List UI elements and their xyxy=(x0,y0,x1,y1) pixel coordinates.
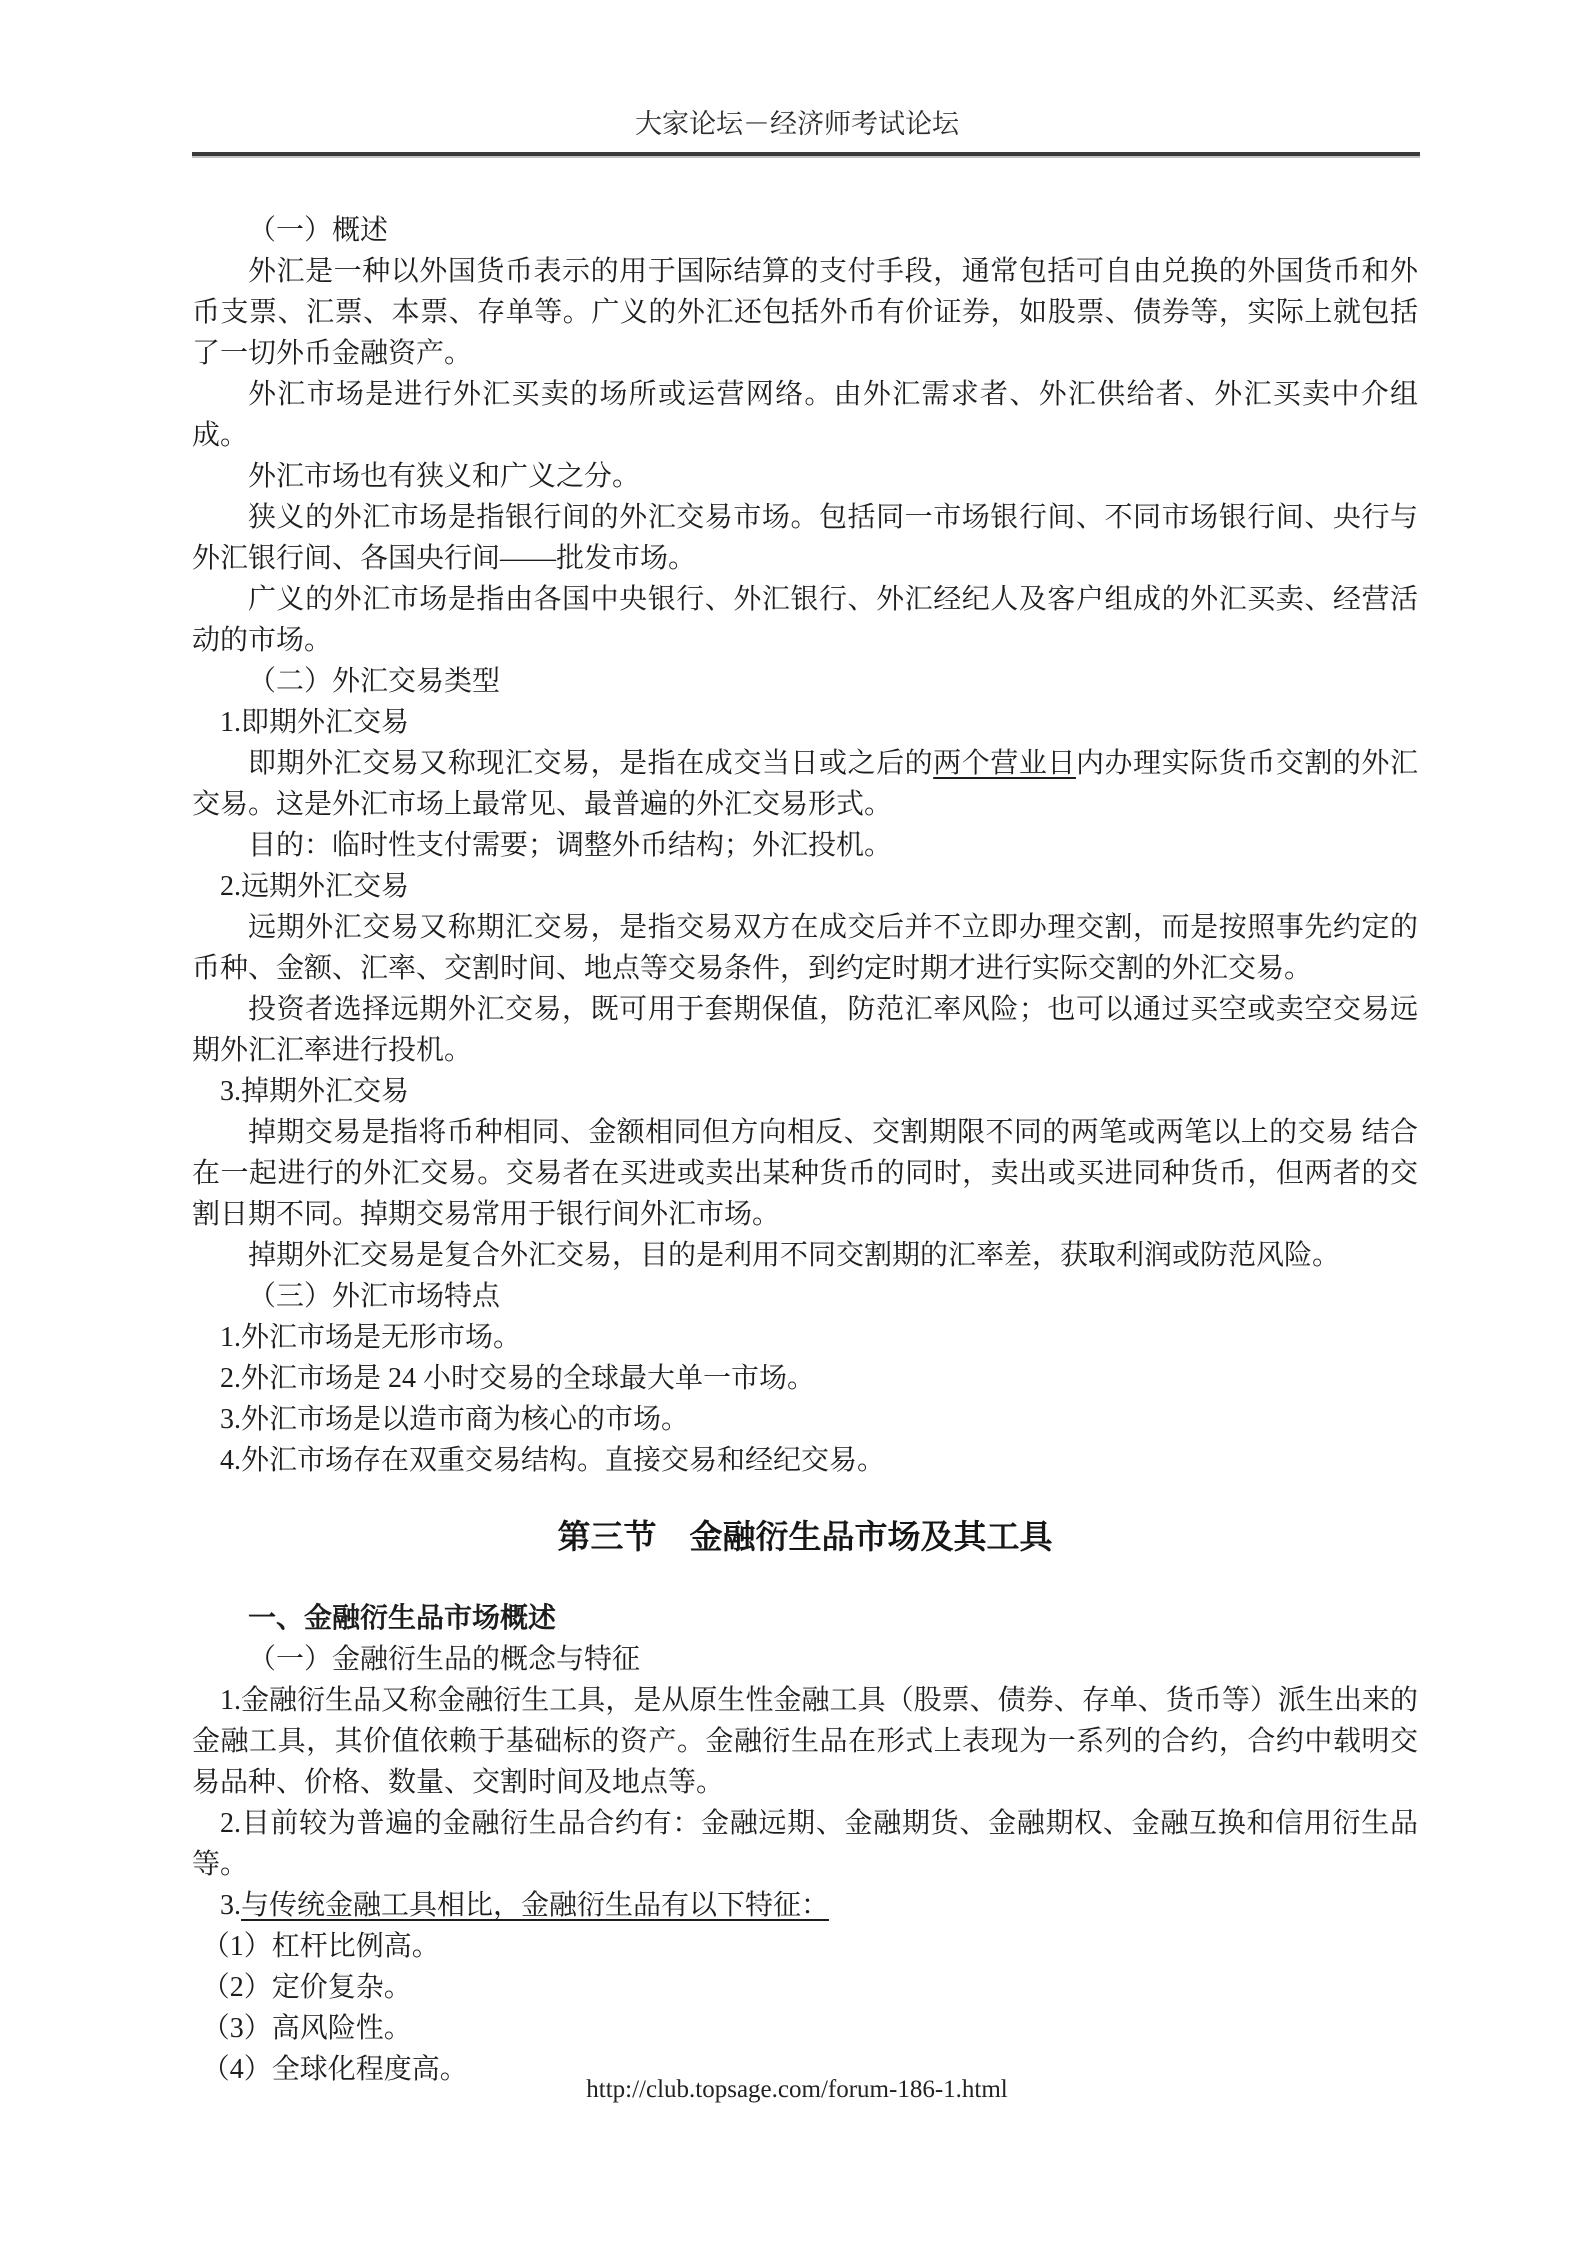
paragraph: 远期外汇交易又称期汇交易，是指交易双方在成交后并不立即办理交割，而是按照事先约定的币种、金额、汇率、交割时间、地点等交易条件，到约定时期才进行实际交割的外汇交易。 xyxy=(192,912,1418,984)
subsection-heading: （一）金融衍生品的概念与特征 xyxy=(248,1644,641,1675)
text-segment: 内办理实际货币交割的外汇交易。这是外汇市场上最常见、最普遍的外汇交易形式。 xyxy=(192,748,1418,820)
paragraph xyxy=(192,743,1418,825)
numbered-heading: 3.掉期外汇交易 xyxy=(220,1076,410,1107)
numbered-heading: 1.即期外汇交易 xyxy=(220,707,410,738)
paragraph: （一）概述 xyxy=(248,215,389,246)
paragraph xyxy=(192,1885,1418,1926)
paragraph: 外汇市场是进行外汇买卖的场所或运营网络。由外汇需求者、外汇供给者、外汇买卖中介组成。 xyxy=(192,379,1418,451)
subsection-heading: （三）外汇市场特点 xyxy=(248,1281,501,1312)
paragraph: 广义的外汇市场是指由各国中央银行、外汇银行、外汇经纪人及客户组成的外汇买卖、经营活动的市场。 xyxy=(192,584,1418,656)
paragraph: 掉期交易是指将币种相同、金额相同但方向相反、交割期限不同的两笔或两笔以上的交易 结合在一起进行的外汇交易。交易者在买进或卖出某种货币的同时，卖出或买进同种货币，但两者的交割日期不同。掉期交易常用于银行间外汇市场。 xyxy=(192,1117,1418,1230)
paragraph: 外汇是一种以外国货币表示的用于国际结算的支付手段，通常包括可自由兑换的外国货币和外币支票、汇票、本票、存单等。广义的外汇还包括外币有价证券，如股票、债券等，实际上就包括了一切外币金融资产。 xyxy=(192,256,1418,369)
list-item: 2.外汇市场是 24 小时交易的全球最大单一市场。 xyxy=(220,1363,816,1394)
list-item: 1.外汇市场是无形市场。 xyxy=(220,1322,522,1353)
header-rule xyxy=(192,152,1420,156)
list-item: （4）全球化程度高。 xyxy=(201,2054,468,2085)
list-item: 4.外汇市场存在双重交易结构。直接交易和经纪交易。 xyxy=(220,1445,886,1476)
page-header xyxy=(0,0,1594,144)
list-item: （2）定价复杂。 xyxy=(201,1972,412,2003)
list-item: （1）杠杆比例高。 xyxy=(201,1931,440,1962)
text-segment: 3. xyxy=(220,1890,241,1921)
paragraph: 掉期外汇交易是复合外汇交易，目的是利用不同交割期的汇率差，获取利润或防范风险。 xyxy=(248,1240,1341,1271)
paragraph: 目的：临时性支付需要；调整外币结构；外汇投机。 xyxy=(248,830,893,861)
subsection-heading: 一、金融衍生品市场概述 xyxy=(248,1603,557,1634)
text-segment: 即期外汇交易又称现汇交易，是指在成交当日或之后的 xyxy=(248,748,934,779)
paragraph: 1.金融衍生品又称金融衍生工具，是从原生性金融工具（股票、债券、存单、货币等）派生出来的金融工具，其价值依赖于基础标的资产。金融衍生品在形式上表现为一系列的合约，合约中载明交易品种、价格、数量、交割时间及地点等。 xyxy=(192,1685,1418,1798)
paragraph: 投资者选择远期外汇交易，既可用于套期保值，防范汇率风险；也可以通过买空或卖空交易远期外汇汇率进行投机。 xyxy=(192,994,1418,1066)
numbered-heading: 2.远期外汇交易 xyxy=(220,871,410,902)
page-footer xyxy=(0,2072,1594,2108)
footer-url: http://club.topsage.com/forum-186-1.html xyxy=(586,2076,1008,2103)
underlined-text: 两个营业日 xyxy=(933,748,1076,779)
paragraph: 外汇市场也有狭义和广义之分。 xyxy=(248,461,641,492)
header-title: 大家论坛－经济师考试论坛 xyxy=(635,109,959,139)
list-item: 3.外汇市场是以造市商为核心的市场。 xyxy=(220,1404,690,1435)
paragraph: 狭义的外汇市场是指银行间的外汇交易市场。包括同一市场银行间、不同市场银行间、央行与外汇银行间、各国央行间——批发市场。 xyxy=(192,502,1418,574)
subsection-heading: （二）外汇交易类型 xyxy=(248,666,501,697)
paragraph: 2.目前较为普遍的金融衍生品合约有：金融远期、金融期货、金融期权、金融互换和信用衍生品等。 xyxy=(192,1808,1418,1880)
document-body xyxy=(192,210,1418,2090)
list-item: （3）高风险性。 xyxy=(201,2013,412,2044)
section-heading: 第三节 金融衍生品市场及其工具 xyxy=(557,1520,1053,1556)
underlined-text: 与传统金融工具相比，金融衍生品有以下特征： xyxy=(241,1890,830,1921)
